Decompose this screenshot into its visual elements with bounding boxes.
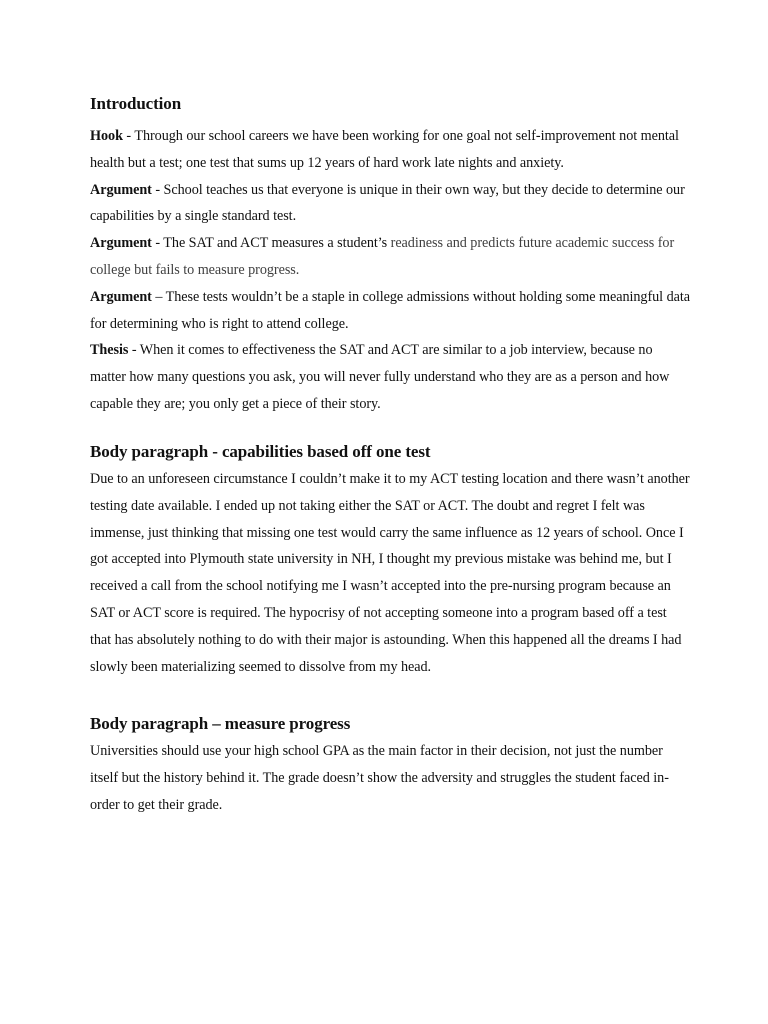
argument-label-1: Argument: [90, 181, 152, 198]
thesis-text: When it comes to effectiveness the SAT and ACT are similar to a job interview, because no matter how many questions you ask, you will never fully understand who they are as a person and how capable they are; you only get a piece of their story.: [90, 342, 670, 412]
thesis-separator: -: [128, 342, 140, 359]
document-content: [90, 92, 690, 819]
argument-label-3: Argument: [90, 288, 152, 305]
argument-paragraph-2: [90, 230, 690, 284]
thesis-paragraph: [90, 337, 690, 417]
argument-separator-2: -: [151, 235, 164, 252]
thesis-label: Thesis: [90, 342, 129, 359]
body-paragraph-2: Universities should use your high school GPA as the main factor in their decision, not just the number itself but the history behind it. The grade doesn’t show the adversity and struggles the student faced in-order to get their grade.: [90, 743, 669, 813]
body-paragraph-1: Due to an unforeseen circumstance I couldn’t make it to my ACT testing location and there wasn’t another testing date available. I ended up not taking either the SAT or ACT. The doubt and regret I felt was immense, just thinking that missing one test would carry the same influence as 12 years of school. Once I got accepted into Plymouth state university in NH, I thought my previous mistake was behind me, but I received a call from the school notifying me I wasn’t accepted into the pre-nursing program because an SAT or ACT score is required. The hypocrisy of not accepting someone into a program based off a test that has absolutely nothing to do with their major is astounding. When this happened all the dreams I had slowly been materializing seemed to dissolve from my head.: [90, 470, 690, 676]
argument-text-3: These tests wouldn’t be a staple in college admissions without holding some meaningful data for determining who is right to attend college.: [90, 288, 691, 332]
argument-text-2b: readiness and predicts future academic success for college but fails to measure progress.: [90, 235, 675, 278]
hook-label: Hook: [90, 128, 123, 144]
argument-paragraph-1: [90, 177, 690, 231]
introduction-section: [90, 123, 690, 418]
body-paragraph-heading-2: Body paragraph – measure progress: [90, 714, 351, 734]
argument-text-1: School teaches us that everyone is unique in their own way, but they decide to determine our capabilities by a single standard test.: [90, 181, 685, 225]
argument-separator-3: –: [151, 288, 166, 305]
argument-label-2: Argument: [90, 235, 152, 252]
argument-separator-1: -: [151, 181, 164, 198]
introduction-heading: Introduction: [90, 94, 182, 113]
argument-text-2a: The SAT and ACT measures a student’s: [163, 235, 391, 252]
hook-paragraph: [90, 123, 690, 177]
body-paragraph-heading-1: Body paragraph - capabilities based off one test: [90, 441, 431, 461]
argument-paragraph-3: [90, 284, 690, 338]
hook-separator: -: [122, 128, 135, 144]
hook-text: Through our school careers we have been working for one goal not self-improvement not mental health but a test; one test that sums up 12 years of hard work late nights and anxiety.: [90, 128, 679, 171]
